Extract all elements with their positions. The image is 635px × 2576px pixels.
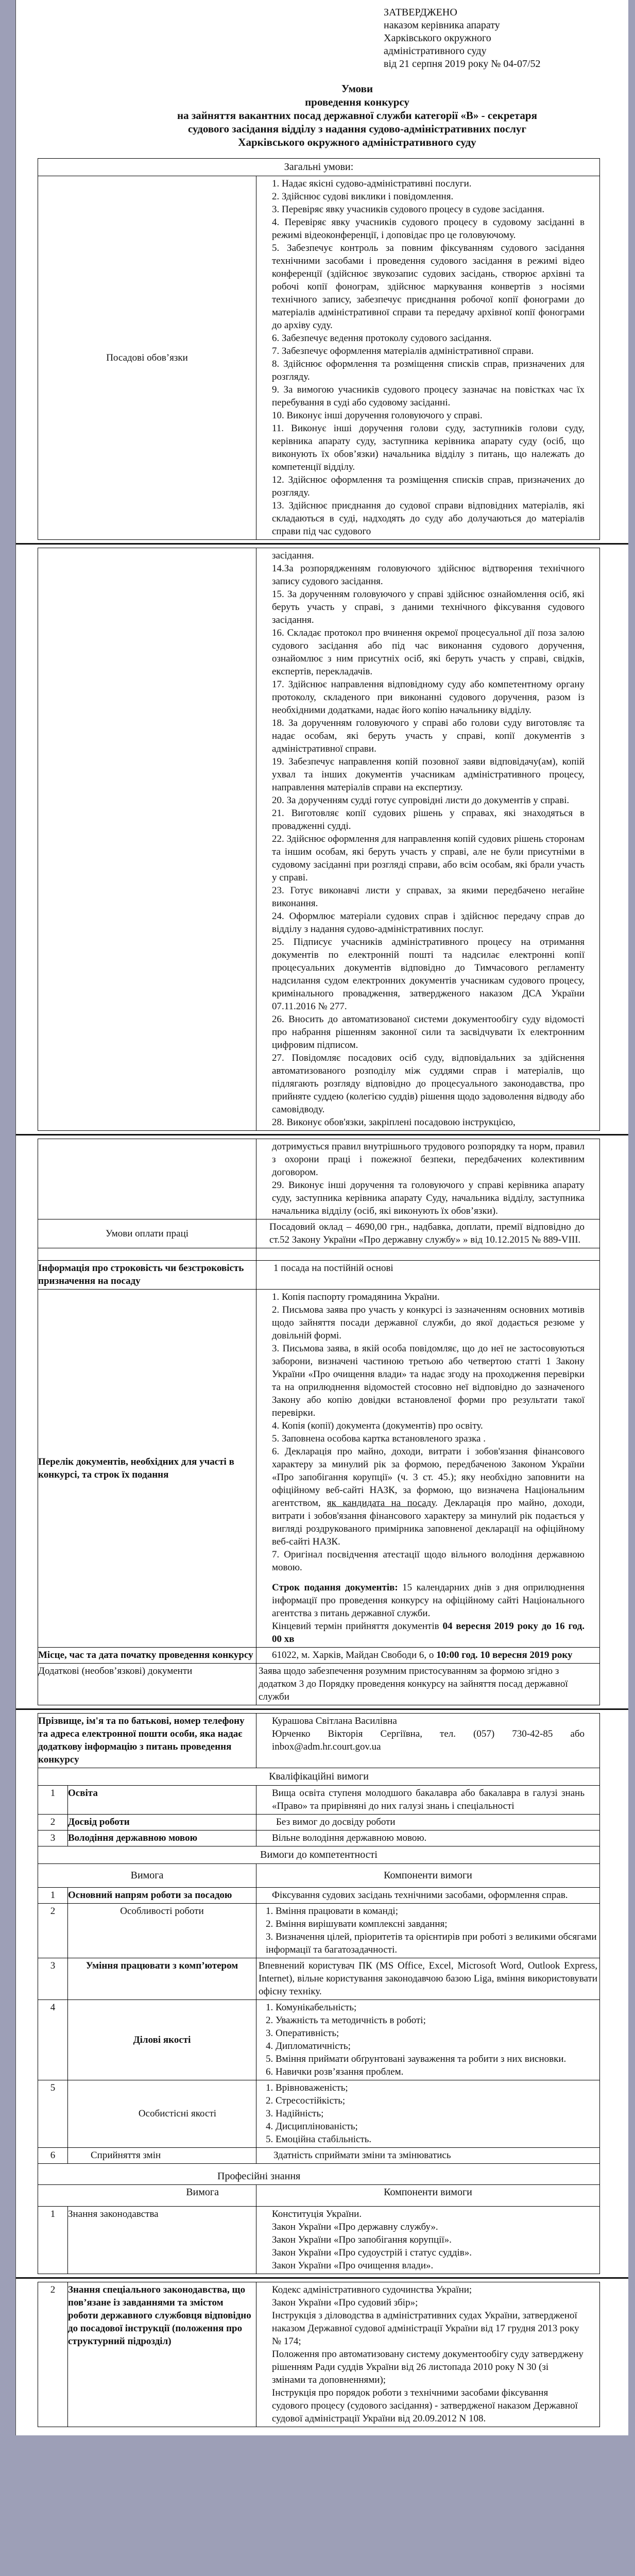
list — [256, 1958, 599, 1999]
document-item: 3. Письмова заява, в якій особа повідомляє, що до неї не застосовуються заборони, визначені частиною третьою або четвертою статті 1 Закону України «Про очищення влади» та надає згоду на проходження перевірки та на оприлюднення відомостей стосовно неї відповідно до зазначеного Закону або копію довідки встановленої форми про результати такої перевірки. — [272, 1343, 585, 1418]
row-number: 1 — [38, 1888, 68, 1903]
place-label: Місце, час та дата початку проведення конкурсу — [38, 1648, 256, 1663]
salary-label: Умови оплати праці — [38, 1219, 256, 1248]
professional-component: Інструкція про порядок роботи з технічними засобами фіксування судового процесу (судового засідання) - затвердженої наказом Державної судової адміністрації України від 20.09.2012 N 108. — [272, 2387, 578, 2424]
additional-docs-label: Додаткові (необов’язкові) документи — [38, 1664, 256, 1705]
page-break — [16, 1134, 628, 1136]
list — [256, 2148, 599, 2163]
empty-row — [38, 1248, 600, 1261]
list — [86, 82, 628, 149]
approval-line: наказом керівника апарату — [384, 20, 500, 31]
duties-label: Посадові обов’язки — [38, 176, 256, 539]
competence-component: 3. Надійність; — [266, 2108, 324, 2119]
row-number: 2 — [38, 2282, 68, 2427]
list — [272, 549, 585, 1129]
duty-item: 14.За розпорядженням головуючого здійснює відтворення технічного запису судового засідання. — [272, 563, 585, 587]
list — [256, 2080, 599, 2147]
duties-label-empty — [38, 548, 256, 1130]
documents-row — [38, 1290, 600, 1648]
deadline-label: Строк подання документів: — [272, 1582, 398, 1593]
qualification-header: Кваліфікаційні вимоги — [269, 1771, 369, 1782]
deadline-value: 15 календарних днів з дня оприлюднення інформації про проведення конкурсу на офіційному сайті Національного агентства з питань державної служби. — [272, 1582, 585, 1619]
heading-line: судового засідання відділу з надання судово-адміністративних послуг — [188, 123, 526, 135]
competence-component: 3. Оперативність; — [266, 2028, 339, 2039]
requirements-table-page-5 — [38, 2282, 600, 2427]
duty-item: засідання. — [272, 550, 314, 561]
document-item-text: . Декларація про майно, доходи, витрати і зобов'язання фінансового характеру за минулий рік подається у вигляді роздрукованого примірника заповненої декларації на офіційному веб-сайті НАЗК. — [272, 1498, 585, 1547]
conditions-table-page-2 — [38, 548, 600, 1131]
duty-item: 12. Здійснює оформлення та розміщення списків справ, призначених до розгляду. — [272, 474, 585, 498]
contact-row — [38, 1713, 600, 1768]
approval-line: Харківського окружного — [384, 32, 491, 44]
duties-list — [256, 1139, 599, 1219]
page-break — [16, 2277, 628, 2279]
competence-label: Основний напрям роботи за посадою — [68, 1888, 256, 1903]
list — [384, 19, 628, 71]
competence-component: 2. Уважність та методичність в роботі; — [266, 2015, 426, 2026]
page-break — [16, 1708, 628, 1710]
list — [256, 2207, 599, 2274]
duty-item: 1. Надає якісні судово-адміністративні послуги. — [272, 178, 472, 189]
duty-item: 15. За дорученням головуючого у справі здійснює ознайомлення осіб, які беруть участь у справі, з даними технічного фіксування судового засідання. — [272, 589, 585, 625]
contact-person: Курашова Світлана Василівна — [272, 1716, 397, 1726]
competence-component: 2. Вміння вирішувати комплексні завдання; — [266, 1919, 448, 1929]
duty-item: 26. Вносить до автоматизованої системи документообігу суду відомості про набрання рішенням законної сили та засвідчувати їх електронним цифровим підписом. — [272, 1014, 585, 1050]
row-number: 1 — [38, 2207, 68, 2274]
approval-line: адміністративного суду — [384, 45, 487, 57]
term-row — [38, 1261, 600, 1290]
document-heading — [16, 82, 628, 149]
duties-list — [256, 548, 599, 1130]
list — [256, 2282, 599, 2427]
document-item: 1. Копія паспорту громадянина України. — [272, 1292, 440, 1302]
row-number: 3 — [38, 1958, 68, 1999]
list — [256, 1904, 599, 1958]
conditions-table-page-3 — [38, 1139, 600, 1705]
row-number: 2 — [38, 1904, 68, 1958]
competence-row — [38, 1888, 600, 1904]
row-number: 1 — [38, 1786, 68, 1814]
duty-item: 25. Підписує учасників адміністративного процесу на отримання документів по електронній пошті та надсилає електронні копії процесуальних документів відповідно до Тимчасового регламенту надсилання судом електронних документів учасникам судового процесу, кримінального провадження, затвердженого наказом ДСА України 07.11.2016 № 277. — [272, 937, 585, 1012]
heading-line: на зайняття вакантних посад державної служби категорії «В» - секретаря — [177, 109, 537, 122]
duty-item: 20. За дорученням судді готує супровідні листи до документів у справі. — [272, 795, 570, 806]
professional-columns-row — [38, 2185, 600, 2207]
final-deadline-value: 04 вересня 2019 року до 16 год. 00 хв — [272, 1621, 585, 1645]
competence-row — [38, 2080, 600, 2148]
salary-row — [38, 1219, 600, 1248]
qualification-value: Вільне володіння державною мовою. — [272, 1833, 427, 1843]
professional-component: Закон України «Про очищення влади». — [272, 2260, 434, 2271]
professional-component: Закон України «Про державну службу». — [272, 2222, 438, 2232]
professional-component: Інструкція з діловодства в адміністративних судах України, затвердженої наказом Державної судової адміністрації України від 17 грудня 2013 року № 174; — [272, 2310, 579, 2347]
qualification-label: Досвід роботи — [68, 1815, 256, 1830]
page-break — [16, 543, 628, 545]
competence-row — [38, 1904, 600, 1958]
professional-row — [38, 2207, 600, 2274]
documents-label — [38, 1290, 256, 1647]
professional-component: Кодекс адміністративного судочинства України; — [272, 2284, 472, 2295]
document-page — [15, 0, 628, 2435]
row-number: 5 — [38, 2080, 68, 2147]
competence-columns-row — [38, 1864, 600, 1888]
duties-row-continued — [38, 548, 600, 1131]
conditions-table-page-1 — [38, 158, 600, 540]
place-address: 61022, м. Харків, Майдан Свободи 6, о — [272, 1650, 437, 1660]
duty-item: 8. Здійснює оформлення та розміщення списків справ, призначених для розгляду. — [272, 359, 585, 382]
list — [272, 1140, 585, 1217]
competence-label: Особливості роботи — [68, 1904, 256, 1958]
competence-row — [38, 2148, 600, 2164]
salary-value: Посадовий оклад – 4690,00 грн., надбавка, доплати, премії відповідно до ст.52 Закону України «Про державну службу» » від 10.12.2015 № 889-VIII. — [269, 1222, 585, 1245]
heading-line: проведення конкурсу — [305, 96, 409, 108]
competence-row — [38, 1958, 600, 2000]
row-number: 6 — [38, 2148, 68, 2163]
competence-component: 6. Навички розв’язання проблем. — [266, 2066, 404, 2077]
final-deadline-label: Кінцевий термін прийняття документів — [272, 1621, 443, 1632]
qualification-row — [38, 1831, 600, 1846]
duty-item: 18. За дорученням головуючого у справі або голови суду виготовляє та надає особам, які беруть участь у справі, копії документів з адміністративної справи. — [272, 718, 585, 754]
row-number: 2 — [38, 1815, 68, 1830]
list — [272, 422, 585, 538]
document-item: 4. Копія (копії) документа (документів) про освіту. — [272, 1420, 483, 1431]
duty-item: 4. Перевіряє явку учасників судового процесу в судовому засіданні в режимі відеоконференції, і доповідає про це головуючому. — [272, 217, 585, 241]
qualification-value: Без вимог до досвіду роботи — [276, 1817, 396, 1827]
contact-value — [256, 1714, 599, 1768]
deadline-text — [272, 1581, 585, 1620]
row-number: 4 — [38, 2000, 68, 2080]
term-label: Інформація про строковість чи безстроковість призначення на посаду — [38, 1261, 256, 1289]
duty-item: 17. Здійснює направлення відповідному суду або компетентному органу протоколу, складеного при виконанні судового доручення, разом із необхідними додатками, надає його копію начальнику відділу. — [272, 679, 585, 716]
general-conditions-header: Загальні умови: — [284, 161, 354, 173]
list — [256, 1888, 599, 1903]
column-components: Компоненти вимоги — [384, 1870, 472, 1881]
document-item-underlined: як кандидата на посаду — [327, 1498, 435, 1509]
competence-label: Уміння працювати з комп’ютером — [68, 1958, 256, 1999]
competence-header: Вимоги до компетентності — [260, 1849, 377, 1860]
professional-component: Конституція України. — [272, 2209, 362, 2219]
documents-label-text: Перелік документів, необхідних для участі в конкурсі, та строк їх подання — [38, 1456, 234, 1480]
document-item-text: 6. Декларація про майно, доходи, витрати і зобов'язання фінансового характеру за минулий рік за формою, передбаченою Законом України «Про запобігання корупції» (ч. 3 ст. 45.); яку необхідно заповнити на офіційному веб-сайті НАЗК, за формою, що визначена Національним агентством, — [272, 1446, 585, 1509]
competence-component: 1. Комунікабельність; — [266, 2002, 357, 2013]
duties-row-continued — [38, 1139, 600, 1219]
row-number: 3 — [38, 1831, 68, 1846]
heading-line: Харківського окружного адміністративного суду — [238, 136, 476, 148]
empty-cell — [256, 1248, 599, 1260]
competence-component: 1. Вміння працювати в команді; — [266, 1906, 398, 1917]
document-item: 5. Заповнена особова картка встановленого зразка . — [272, 1433, 486, 1444]
final-deadline — [272, 1620, 585, 1646]
general-conditions-header-row — [38, 158, 600, 176]
duty-item: 2. Здійснює судові виклики і повідомлення. — [272, 191, 454, 202]
duty-item: 27. Повідомляє посадових осіб суду, відповідальних за здійснення автоматизованого розподілу між суддями справ і матеріалів, що підлягають розгляду відповідно до процесуального законодавства, про прийняте суддею (колегією суддів) рішення щодо задоволення відводу або самовідводу. — [272, 1053, 585, 1115]
duty-item: 11. Виконує інші доручення голови суду, заступників голови суду, керівника апарату суду, заступника керівника апарату суду (осіб, що виконують їх обов’язки) начальника відділу з питань, що належать до компетенції відділу. — [272, 423, 585, 472]
professional-label: Знання законодавства — [68, 2207, 256, 2274]
qualification-label: Володіння державною мовою — [68, 1831, 256, 1846]
professional-component: Положення про автоматизовану систему документообігу суду затверджену рішенням Ради суддів України від 26 листопада 2010 року N 30 (зі змінами та доповненнями); — [272, 2349, 583, 2385]
competence-component: 1. Врівноваженість; — [266, 2082, 348, 2093]
competence-component: Впевнений користувач ПК (MS Office, Excel, Microsoft Word, Outlook Express, Internet), вільне користування законодавчою базою Liga, вміння використовувати офісну техніку. — [259, 1960, 597, 1997]
contact-person-phone-email: Юрченко Вікторія Сергіївна, тел. (057) 730-42-85 або inbox@adm.hr.court.gov.ua — [272, 1728, 585, 1752]
competence-component: 4. Дисциплінованість; — [266, 2121, 358, 2132]
qualification-header-row — [38, 1768, 600, 1786]
duty-item: 16. Складає протокол про вчинення окремої процесуальної дії поза залою судового засідання або під час виконання судового доручення, ознайомлює з ним присутніх осіб, які беруть участь у справі, свідків, експертів, перекладачів. — [272, 628, 585, 677]
duties-list — [256, 176, 599, 539]
professional-component: Закон України «Про судовий збір»; — [272, 2297, 418, 2308]
place-row — [38, 1648, 600, 1664]
competence-component: 4. Дипломатичність; — [266, 2041, 351, 2052]
document-item: 7. Оригінал посвідчення атестації щодо вільного володіння державною мовою. — [272, 1549, 585, 1573]
duties-label-empty — [38, 1139, 256, 1219]
competence-label: Сприйняття змін — [68, 2148, 256, 2163]
competence-component: Здатність сприймати зміни та змінюватись — [273, 2150, 451, 2161]
column-requirement: Вимога — [38, 2185, 256, 2206]
list — [256, 2000, 599, 2080]
duty-item: 10. Виконує інші доручення головуючого у справі. — [272, 410, 483, 421]
competence-component: 2. Стресостійкість; — [266, 2095, 346, 2106]
duty-item: 7. Забезпечує оформлення матеріалів адміністративної справи. — [272, 346, 534, 357]
professional-header-row — [38, 2164, 600, 2185]
term-value: 1 посада на постійній основі — [273, 1263, 393, 1274]
competence-component: 5. Вміння приймати обґрунтовані зауваження та робити з них висновки. — [266, 2054, 567, 2064]
professional-label: Знання спеціального законодавства, що пов’язане із завданнями та змістом роботи державного службовця відповідно до посадової інструкції (положення про структурний підрозділ) — [68, 2282, 256, 2427]
professional-row — [38, 2282, 600, 2427]
approval-title: ЗАТВЕРДЖЕНО — [384, 7, 457, 18]
approval-stamp — [384, 6, 628, 71]
competence-component: 5. Емоційна стабільність. — [266, 2134, 372, 2145]
list — [272, 177, 585, 422]
contact-label: Прізвище, ім'я та по батькові, номер телефону та адреса електронної пошти особи, яка надає додаткову інформацію з питань проведення конкурсу — [38, 1714, 256, 1768]
heading-line: Умови — [341, 82, 373, 95]
competence-component: 3. Визначення цілей, пріоритетів та орієнтирів при роботі з великими обсягами інформації та багатозадачності. — [266, 1931, 597, 1955]
duty-item: 22. Здійснює оформлення для направлення копій судових рішень сторонам та іншим особам, які беруть участь у справі, але не були присутніми в судовому засіданні при розгляді справи, або всім особам, які брали участь у справі. — [272, 834, 585, 883]
competence-component: Фіксування судових засідань технічними засобами, оформлення справ. — [272, 1890, 568, 1901]
additional-docs-row — [38, 1664, 600, 1705]
duty-item: 29. Виконує інші доручення та головуючого у справі керівника апарату суду, заступника керівника апарату Суду, начальника відділу, заступника начальника відділу (осіб, які виконують їх обов’язки). — [272, 1180, 585, 1216]
place-value — [256, 1648, 599, 1663]
duty-item: 5. Забезпечує контроль за повним фіксуванням судового засідання технічними засобами і проведення судового засідання в режимі відео конференції (здійснює звукозапис судових засідань, створює архівні та робочі копії фонограм, здійснює маркування конвертів з носіями технічного запису, забезпечує приєднання робочої копії фонограми до матеріалів адміністративної справи та передачу архівної копії фонограми до архіву суду. — [272, 243, 585, 331]
duty-item: 13. Здійснює приєднання до судової справи відповідних матеріалів, які складаються в суді, надходять до суду або долучаються до матеріалів справи під час судового — [272, 500, 585, 537]
duty-item: 19. Забезпечує направлення копій позовної заяви відповідачу(ам), копій ухвал та інших документів учасникам адміністративного процесу, направлення матеріалів справи на експертизу. — [272, 756, 585, 793]
column-requirement: Вимога — [38, 1864, 256, 1887]
competence-label: Особистісні якості — [68, 2080, 256, 2147]
duty-item: 23. Готує виконавчі листи у справах, за якими передбачено негайне виконання. — [272, 885, 585, 909]
document-item: 2. Письмова заява про участь у конкурсі із зазначенням основних мотивів щодо зайняття посади державної служби, до якої додається резюме у довільній формі. — [272, 1304, 585, 1341]
duty-item: 6. Забезпечує ведення протоколу судового засідання. — [272, 333, 492, 344]
duties-row — [38, 176, 600, 540]
duty-item: 3. Перевіряє явку учасників судового процесу в судове засідання. — [272, 204, 545, 215]
qualification-row — [38, 1786, 600, 1815]
professional-header: Професійні знання — [217, 2171, 301, 2182]
place-datetime: 10:00 год. 10 вересня 2019 року — [436, 1650, 573, 1660]
competence-header-row — [38, 1846, 600, 1864]
additional-docs-value: Заява щодо забезпечення розумним пристосуванням за формою згідно з додатком 3 до Порядку проведення конкурсу на зайняття посад державної служби — [259, 1666, 568, 1702]
documents-list — [256, 1290, 599, 1647]
approval-line: від 21 серпня 2019 року № 04-07/52 — [384, 58, 541, 70]
professional-component: Закон України «Про судоустрій і статус суддів». — [272, 2247, 472, 2258]
duty-item: 21. Виготовляє копії судових рішень у справах, які знаходяться в провадженні судді. — [272, 808, 585, 832]
column-components: Компоненти вимоги — [384, 2187, 472, 2198]
requirements-table-page-4 — [38, 1713, 600, 2274]
duty-item: 28. Виконує обов'язки, закріплені посадовою інструкцією, — [272, 1117, 516, 1128]
duty-item: дотримується правил внутрішнього трудового розпорядку та норм, правил з охорони праці і пожежної безпеки, передбачених колективним договором. — [272, 1141, 585, 1178]
list — [272, 1291, 585, 1445]
duty-item: 24. Оформлює матеріали судових справ і здійснює передачу справ до відділу з надання судово-адміністративних послуг. — [272, 911, 585, 935]
competence-label: Ділові якості — [68, 2000, 256, 2080]
duty-item: 9. За вимогою учасників судового процесу зазначає на повістках час їх перебування в суді або судовому засіданні. — [272, 384, 585, 408]
qualification-label: Освіта — [68, 1786, 256, 1814]
empty-cell — [38, 1248, 256, 1260]
professional-component: Закон України «Про запобігання корупції». — [272, 2234, 452, 2245]
qualification-value: Вища освіта ступеня молодшого бакалавра або бакалавра в галузі знань «Право» та прирівняні до них галузі знань і спеціальності — [272, 1788, 585, 1811]
competence-row — [38, 2000, 600, 2080]
qualification-row — [38, 1815, 600, 1831]
document-item — [272, 1445, 585, 1548]
